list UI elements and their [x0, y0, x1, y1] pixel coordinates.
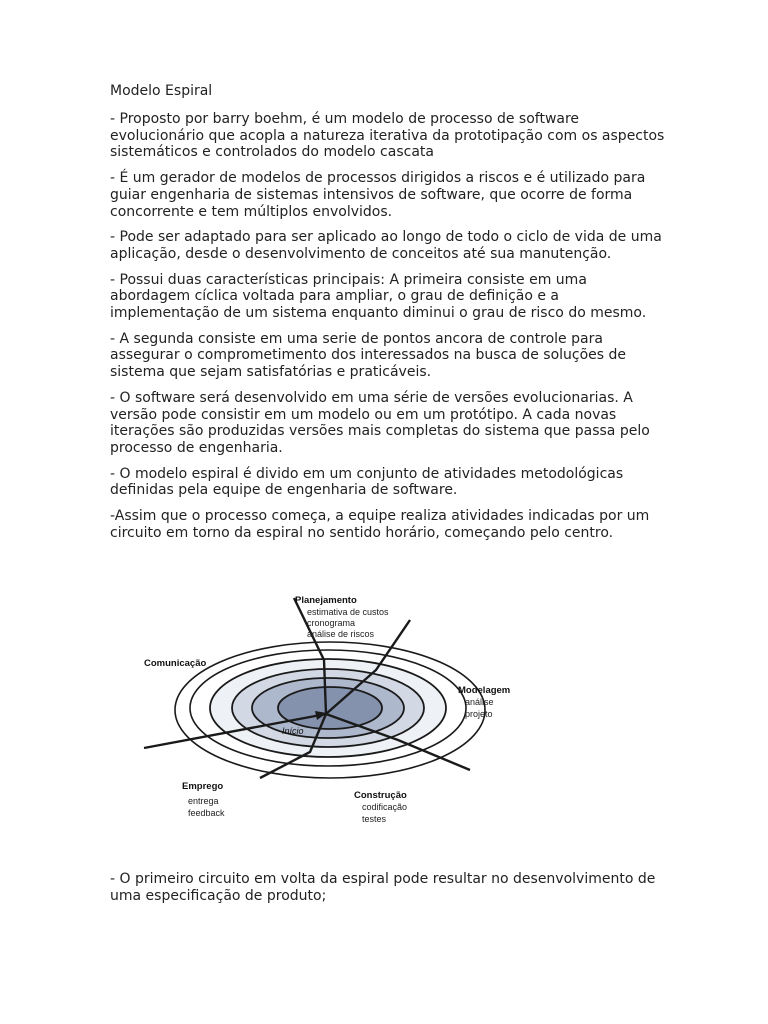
label-comunicacao: Comunicação [144, 658, 207, 669]
document-tail [110, 871, 670, 913]
item-estimativa: estimativa de custos [307, 607, 389, 617]
item-feedback: feedback [188, 808, 225, 818]
label-planejamento: Planejamento [295, 595, 357, 606]
document-body [110, 83, 670, 550]
item-entrega: entrega [188, 796, 219, 806]
paragraph-5: - A segunda consiste em uma serie de pontos ancora de controle para assegurar o comprometimento dos interessados na busca de soluções de sistema que sejam satisfatórias e praticáveis. [110, 330, 627, 381]
item-projeto: projeto [465, 709, 493, 719]
item-testes: testes [362, 814, 387, 824]
paragraph-1: - Proposto por barry boehm, é um modelo de processo de software evolucionário que acopla a natureza iterativa da prototipação com os aspectos sistemáticos e controlados do modelo cascata [110, 111, 665, 161]
document-title: Modelo Espiral [110, 83, 213, 99]
paragraph-7: - O modelo espiral é divido em um conjunto de atividades metodológicas definidas pela equipe de engenharia de software. [110, 465, 624, 499]
item-analise: análise [465, 697, 494, 707]
spiral-diagram-svg [140, 580, 511, 830]
label-construcao: Construção [354, 790, 407, 801]
paragraph-2: - É um gerador de modelos de processos dirigidos a riscos e é utilizado para guiar engenharia de sistemas intensivos de software, que ocorre de forma concorrente e tem múltiplos envolvidos. [110, 170, 646, 220]
paragraph-3: - Pode ser adaptado para ser aplicado ao longo de todo o ciclo de vida de uma aplicação, desde o desenvolvimento de conceitos até sua manutenção. [110, 229, 662, 262]
spiral-core [278, 687, 382, 729]
item-codificacao: codificação [362, 802, 408, 812]
paragraph-4: - Possui duas características principais: A primeira consiste em uma abordagem cíclica voltada para ampliar, o grau de definição e a implementação de um sistema enquanto diminui o grau de risco do mesmo. [110, 271, 647, 322]
label-emprego: Emprego [182, 781, 224, 792]
center-label: Início [282, 726, 304, 736]
spiral-model-diagram [140, 580, 511, 830]
item-analise-riscos: análise de riscos [307, 629, 375, 639]
paragraph-8: -Assim que o processo começa, a equipe realiza atividades indicadas por um circuito em torno da espiral no sentido horário, começando pelo centro. [110, 508, 650, 541]
label-modelagem: Modelagem [458, 685, 511, 696]
item-cronograma: cronograma [307, 618, 356, 628]
paragraph-6: - O software será desenvolvido em uma série de versões evolucionarias. A versão pode consistir em um modelo ou em um protótipo. A cada novas iterações são produzidas versões mais completas do sistema que passa pelo processo de engenharia. [110, 389, 650, 456]
closing-paragraph: - O primeiro circuito em volta da espiral pode resultar no desenvolvimento de uma especificação de produto; [110, 871, 656, 904]
